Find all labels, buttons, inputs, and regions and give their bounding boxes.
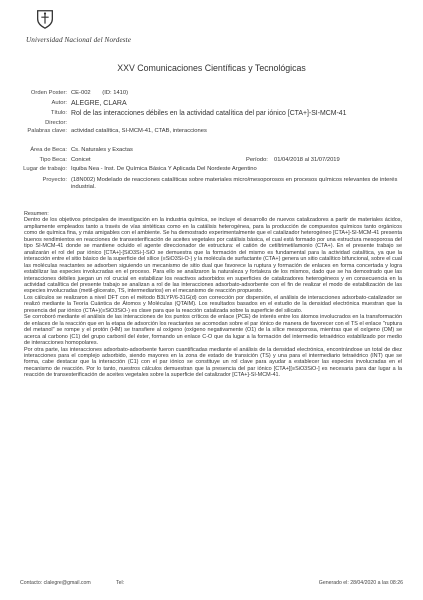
field-label: Orden Poster: [30,90,67,96]
field-value: Rol de las interacciones débiles en la actividad catalítica del par iónico [CTA+]-SI-MCM-41 [71,110,347,117]
university-crest-icon [34,8,56,30]
field-value: (18N002) Modelado de reacciones catalíticas sobre materiales micro/mesoporosos en procesos químicos relevantes de interés industrial. [71,177,398,190]
contact-tel: Tel: [116,580,125,586]
field-label: Proyecto: [42,177,67,183]
generated-timestamp: Generado el: 28/04/2020 a las 08:26 [318,580,403,586]
field-value: Iquiba Nea - Inst. De Química Básica Y Aplicada Del Nordeste Argentino [71,166,257,172]
abstract-paragraph: Por otra parte, las interacciones adsorbato-adsorbente fueron cuantificadas mediante el análisis de la densidad electrónica, encontrándose un total de diez interacciones para el complejo adsorbido, siendo mayores en la zona de estado de transición (TS) y una para el intermediario tetraédrico (INT) que se forma, cabe destacar que la interacción (C1) con el par iónico se constituye un rol clave para ayudar a establecer las especies involucradas en el mecanismo de reacción. Por lo tanto, nuestros cálculos demuestran que la presencia del par iónico [CTA+][≡SiO3SiO-] es necesaria para dar lugar a la reacción de transesterificación de aceites vegetales sobre la superficie del catalizador [CTA+]-SI-MCM-41. [24,346,402,379]
field-label: Director: [45,120,67,126]
field-value: actividad catalítica, SI-MCM-41, CTAB, interacciones [71,128,207,134]
field-value: Conicet [71,157,91,163]
periodo-label: Período: [246,157,268,163]
poster-id: (ID: 1410) [102,90,129,96]
abstract-paragraph: Los cálculos se realizaron a nivel DFT con el método B3LYP/6-31G(d) con corrección por dispersión, el análisis de interacciones adsorbato-catalizador se realizó mediante la Teoría Cuántica de Átomos y Moléculas (QTAIM). Los resultados basados en el estudio de la densidad electrónica muestran que la presencia del par iónico (CTA+)(≡SiO3SiO-) es clave para que la reacción catalizada sobre la superficie del silicato. [24,294,402,314]
field-value: ALEGRE, CLARA [71,100,127,107]
abstract-heading: Resumen: [24,211,49,217]
field-label: Autor: [51,100,67,106]
abstract-paragraph: Dentro de los objetivos principales de investigación en la industria química, se incluye el desarrollo de nuevos catalizadores a partir de materiales ácidos, ampliamente empleados tanto a través de vías sintéticas como en la catálisis heterogénea, para la producción de compuestos químicos tanto orgánicos como de química fina, y más amigables con el ambiente. Se ha demostrado experimentalmente que el catalizador heterogéneo [CTA+]-SI-MCM-41 presenta buenos rendimientos en reacciones de transesterificación de aceites vegetales por catálisis básica, el cual está formado por una estructura mesoporosa del tipo SI-MCM-41 donde se mantiene ocluido el agente direccionador de estructura: el catión de cetiltrimetilamonio (CTA+). En el presente trabajo se analizarán el rol del par iónico [CTA+]-[SiO3Si-]-SiO se demuestra que la formación del mismo es fundamental para la actividad catalítica, ya que la interacción entre el sitio básico de la superficie del sílice (≡SiO3Si-O-) y la molécula de surfactante (CTA+) genera un sitio catalítico bifuncional, sobre el cual las moléculas reactantes se adsorben siguiendo un mecanismo de sitio dual que favorece la ruptura y formación de enlaces en forma concertada y logra estabilizar las especies involucradas en el proceso. Para ello se analizaron la naturaleza y fortaleza de los mismos, dado que se ha demostrado que las interacciones débiles juegan un rol crucial en estabilizar los reactivos adsorbidos en superficies de catalizadores heterogéneos y en consecuencia en la actividad catalítica del presente trabajo se analizan a rol de las interacciones adsorbato-adsorbente con el fin de realizar el modo de estabilización de las especies involucradas (metil-glicerato, TS, intermediarios) en el mecanismo de reacción propuesto. [24,217,402,295]
contact-email: Contacto: clalegre@gmail.com [20,580,91,586]
page-title: XXV Comunicaciones Científicas y Tecnológicas [117,63,306,73]
field-label: Título: [50,110,67,116]
field-label: Lugar de trabajo: [23,166,67,172]
field-value: Cs. Naturales y Exactas [71,147,133,153]
field-label: Palabras clave: [27,128,67,134]
abstract [24,211,402,379]
field-value: CE-002 [71,90,91,96]
periodo-value: 01/04/2018 al 31/07/2019 [274,157,340,163]
field-label: Tipo Beca: [39,157,67,163]
abstract-paragraph: Se corroboró mediante el análisis de las interacciones de los puntos críticos de enlace (PCE) de interés entre los átomos involucrados en la transformación de enlaces de la reacción que en la etapa de adsorción los reactantes se acomodan sobre el par iónico de manera de favorecer con el TS el enlace "ruptura del metanol" se rompe y el protón (HM) se transfiere al oxígeno (oxígeno negativamente (O1) de la sílice mesoporosa, mientras que el oxígeno (OM) se acerca al carbono (C1) del grupo carbonil del éster, formando un enlace C-O que da lugar a la formación del intermedio tetraédrico estabilizado por medio de interacciones homopolares. [24,314,402,347]
field-label: Área de Beca: [30,147,67,153]
page-header [26,8,406,44]
university-name: Universidad Nacional del Nordeste [26,36,132,44]
